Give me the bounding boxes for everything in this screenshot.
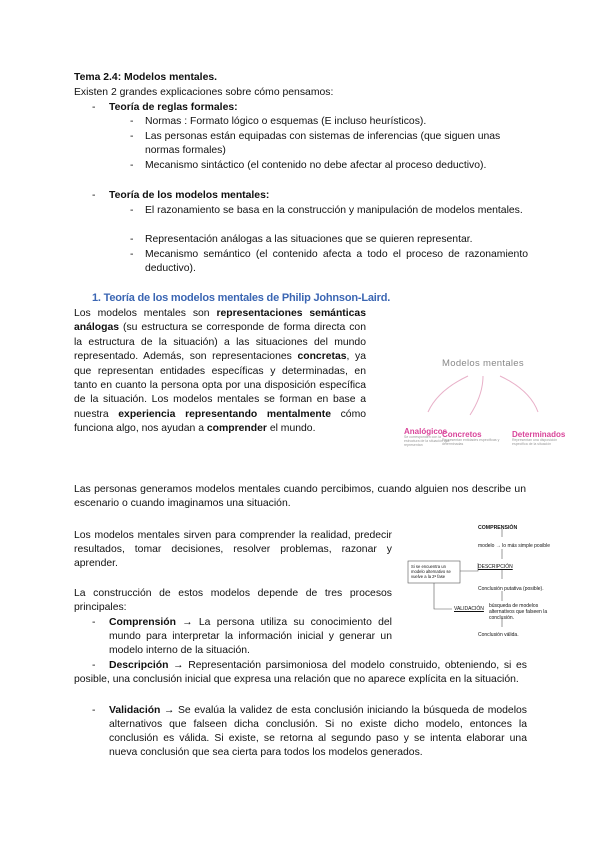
bullet-dash: -	[130, 234, 134, 245]
branch-line	[500, 376, 538, 412]
bullet-dash: -	[92, 660, 96, 671]
text-run: , ya que representan entidades específicas y determinadas, en tanto en cuanto la persona opta por una disposición específica de la situación. Los modelos mentales se forman en base a nuestra	[74, 351, 366, 420]
bullet-dash: -	[130, 249, 134, 260]
paragraph-4: La construcción de estos modelos depende de tres procesos principales:	[74, 588, 392, 613]
bold-run: experiencia representando mentalmente	[118, 408, 331, 420]
process-name: Validación	[109, 705, 161, 716]
bullet-dash: -	[130, 131, 134, 142]
text-run: Los modelos mentales son	[74, 308, 217, 319]
bold-run: concretas	[297, 351, 347, 363]
flow-line	[460, 563, 478, 571]
paragraph-2: Las personas generamos modelos mentales cuando percibimos, cuando alguien nos describe un escenario o cuando imaginamos una situación.	[74, 484, 526, 509]
flow-conclusion-putativa: Conclusión putativa (posible).	[478, 586, 544, 592]
formal-item: Normas : Formato lógico o esquemas (E incluso heurísticos).	[145, 116, 427, 127]
process-descripcion-body	[74, 659, 527, 687]
bullet-dash: -	[130, 160, 134, 171]
flow-validacion: VALIDACIÓN	[454, 606, 484, 612]
models-item: Representación análogas a las situaciones que se quieren representar.	[145, 234, 473, 245]
paragraph-1	[74, 307, 366, 437]
process-validacion	[109, 704, 527, 760]
diagram-title: Modelos mentales	[442, 358, 524, 369]
bold-run: representaciones semánticas análogas	[74, 308, 366, 334]
formal-item: Mecanismo sintáctico (el contenido no debe afectar al proceso deductivo).	[145, 160, 487, 171]
formal-item: Las personas están equipadas con sistemas de inferencias (que siguen unas normas formales)	[145, 131, 501, 156]
flow-conclusion-valida: Conclusión válida.	[478, 632, 519, 638]
flow-validacion-text: búsqueda de modelos alternativos que falseen la conclusión.	[489, 603, 548, 621]
flow-comprension: COMPRENSIÓN	[478, 525, 518, 531]
bullet-dash: -	[92, 705, 96, 716]
process-name: Comprensión	[109, 617, 176, 628]
branch-desc: Se corresponden con la estructura de la situación que representan	[404, 435, 450, 447]
branch-label-analogicos: Analógicos	[404, 427, 448, 436]
flow-step1: modelo → lo más simple posible	[478, 543, 550, 549]
bold-run: comprender	[206, 423, 267, 435]
flow-side-note: Si se encuentra un modelo alternativo se vuelve a la 2ª fase	[411, 564, 451, 579]
branch-label-concretos: Concretos	[442, 430, 482, 439]
bullet-dash: -	[92, 617, 96, 628]
intro-text: Existen 2 grandes explicaciones sobre cómo pensamos:	[74, 87, 334, 98]
flow-descripcion: DESCRIPCIÓN	[478, 564, 513, 570]
text-run: el mundo.	[266, 423, 316, 435]
paragraph-3: Los modelos mentales sirven para comprender la realidad, predecir resultados, tomar decisiones, resolver problemas, razonar y aprender.	[74, 530, 392, 569]
bullet-dash: -	[92, 102, 96, 113]
process-comprension	[109, 616, 392, 658]
flow-line	[434, 583, 452, 609]
branch-label-determinados: Determinados	[512, 430, 566, 439]
models-item: El razonamiento se basa en la construcción y manipulación de modelos mentales.	[145, 205, 523, 216]
process-text: → Representación parsimoniosa del modelo construido, obteniendo, si es posible, una conclusión inicial que expresa una relación que no aparece explícita en la situación.	[74, 660, 527, 685]
bullet-dash: -	[130, 205, 134, 216]
process-text: → La persona utiliza su conocimiento del mundo para interpretar la información inicial y generar un modelo interno de la situación.	[109, 617, 392, 656]
flowchart-lines	[406, 519, 566, 644]
page-title: Tema 2.4: Modelos mentales.	[74, 72, 218, 83]
process-name: Descripción	[109, 660, 169, 671]
mental-models-diagram	[404, 350, 566, 448]
section-models-heading: Teoría de los modelos mentales:	[109, 190, 270, 201]
bullet-dash: -	[92, 190, 96, 201]
process-text: → Se evalúa la validez de esta conclusión iniciando la búsqueda de modelos alternativos que falseen dicha conclusión. Si no existe dicho modelo, entonces la conclusión es válida. Si existe, se retorna al segundo paso y se intenta elaborar una nueva conclusión que sea cierta para todos los modelos generados.	[109, 705, 527, 758]
branch-desc: Representan entidades específicas y determinadas	[442, 438, 500, 446]
branch-line	[428, 376, 468, 412]
text-run: (su estructura se corresponde de forma directa con la estructura de la situación) a las situaciones del mundo representado. Además, son representaciones	[74, 322, 366, 363]
process-flowchart	[406, 519, 566, 644]
section-heading-1: 1. Teoría de los modelos mentales de Philip Johnson-Laird.	[92, 292, 391, 304]
models-item: Mecanismo semántico (el contenido afecta a todo el proceso de razonamiento deductivo).	[145, 249, 528, 274]
section-formal-heading: Teoría de reglas formales:	[109, 102, 238, 113]
branch-line	[470, 376, 483, 415]
bullet-dash: -	[130, 116, 134, 127]
text-run: cómo funciona algo, nos ayudan a	[74, 408, 367, 435]
branch-desc: Representan una disposición específica de la situación	[512, 438, 558, 446]
